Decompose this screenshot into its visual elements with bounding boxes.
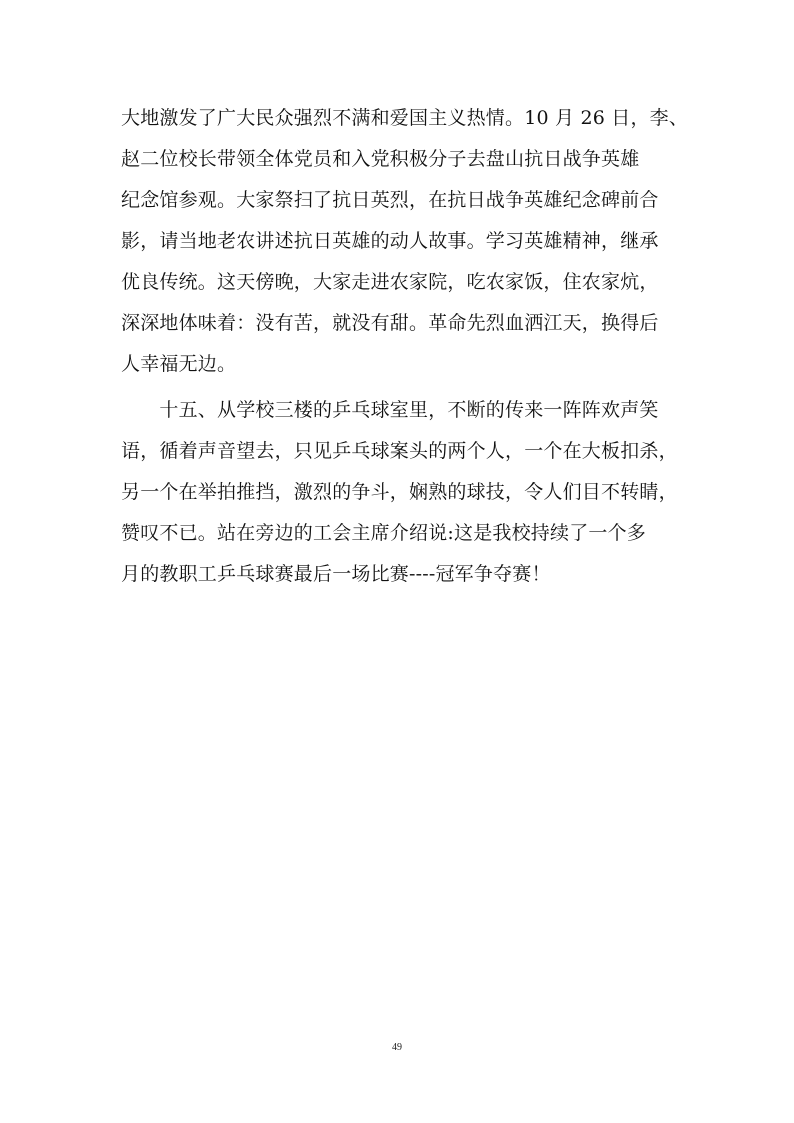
text-line: 语，循着声音望去，只见乒乓球案头的两个人，一个在大板扣杀， [121,440,678,462]
text-line: 十五、从学校三楼的乒乓球室里，不断的传来一阵阵欢声笑 [121,399,659,421]
text-line: 赞叹不已。站在旁边的工会主席介绍说:这是我校持续了一个多 [121,522,647,544]
text-line: 赵二位校长带领全体党员和入党积极分子去盘山抗日战争英雄 [121,148,640,170]
text-line: 大地激发了广大民众强烈不满和爱国主义热情。10 月 26 日，李、 [121,107,689,129]
text-line: 月的教职工乒乓球赛最后一场比赛----冠军争夺赛！ [121,563,551,585]
text-line: 纪念馆参观。大家祭扫了抗日英烈，在抗日战争英雄纪念碑前合 [121,189,659,211]
text-line: 人幸福无边。 [121,353,237,375]
page-number: 49 [392,1042,402,1053]
text-line: 影，请当地老农讲述抗日英雄的动人故事。学习英雄精神，继承 [121,230,659,252]
text-line: 深深地体味着：没有苦，就没有甜。革命先烈血洒江天，换得后 [121,312,659,334]
text-line: 优良传统。这天傍晚，大家走进农家院，吃农家饭，住农家炕， [121,271,659,293]
text-line: 另一个在举拍推挡，激烈的争斗，娴熟的球技，令人们目不转睛， [121,481,678,503]
